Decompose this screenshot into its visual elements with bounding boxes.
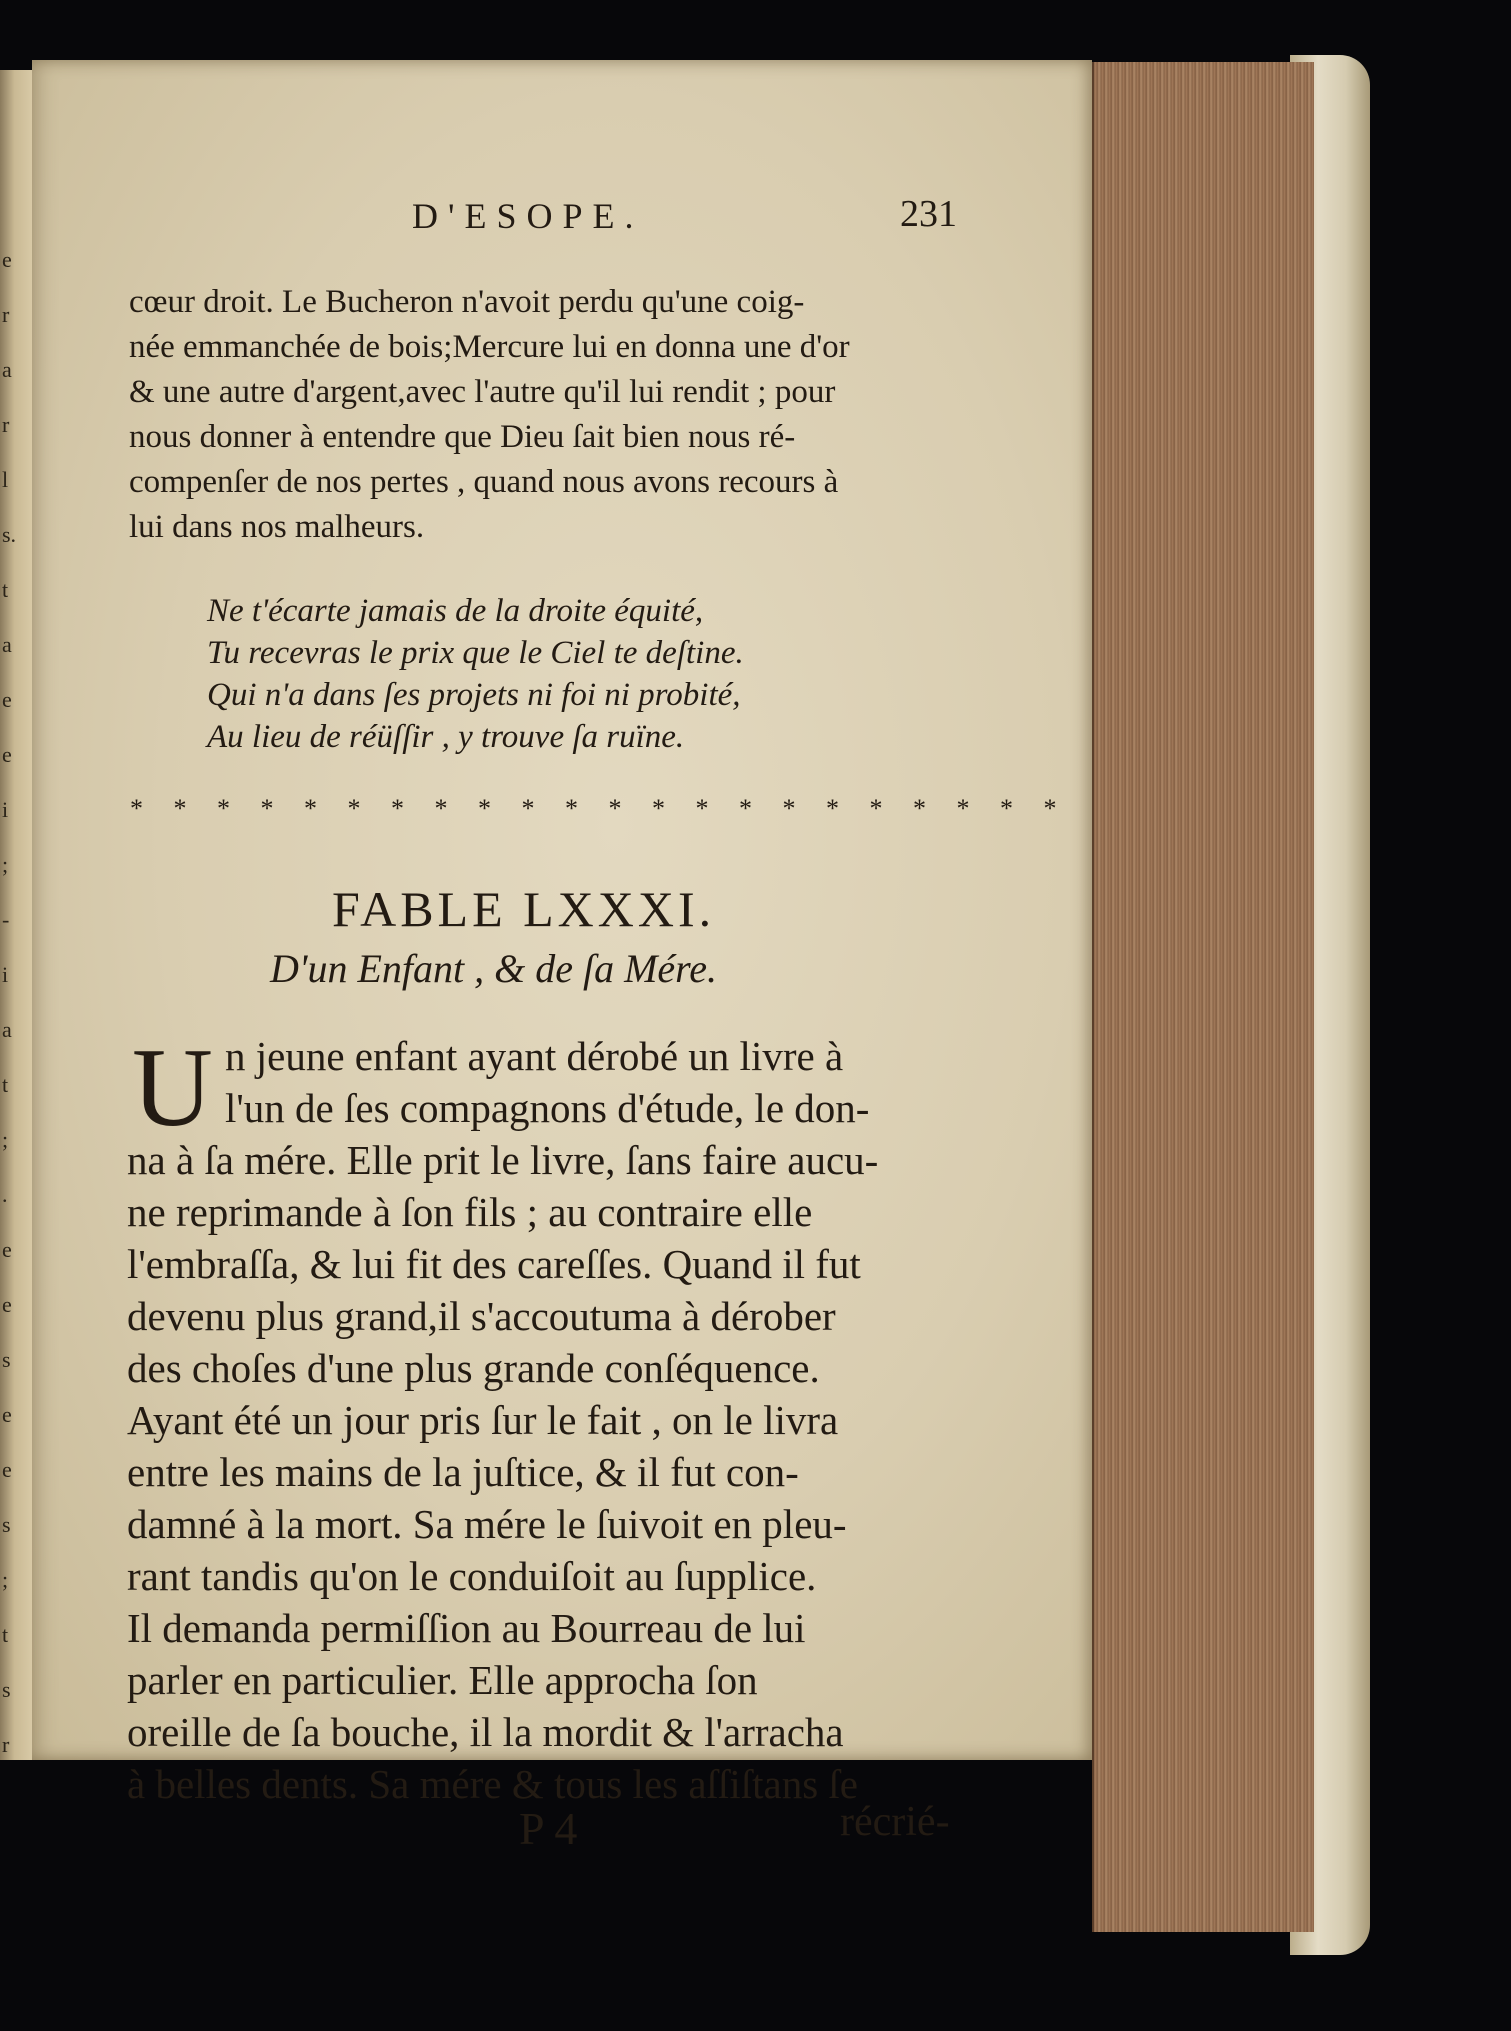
previous-page-mark: r [2,1732,10,1757]
text-line: Il demanda permiſſion au Bourreau de lui [127,1605,806,1651]
previous-page-mark: a [2,357,12,382]
previous-page-mark: e [2,1292,12,1317]
text-line: des choſes d'une plus grande conſéquence. [127,1345,820,1391]
text-line: née emmanchée de bois;Mercure lui en donna une d'or [129,329,850,365]
verse-line: Qui n'a dans ſes projets ni foi ni probité, [207,677,741,713]
previous-page-mark: s [2,1347,11,1372]
ornament-rule: * * * * * * * * * * * * * * * * * * * * * * [130,794,1069,823]
verse-line: Ne t'écarte jamais de la droite équité, [207,593,704,629]
text-line: lui dans nos malheurs. [129,509,425,545]
text-line: entre les mains de la juſtice, & il fut con- [127,1449,799,1495]
moral-verse [207,590,744,758]
catchword: récrié- [840,1799,950,1845]
previous-page-mark: l [2,467,9,492]
previous-page-mark: s [2,1512,11,1537]
text-line: l'un de ſes compagnons d'étude, le don- [225,1085,870,1131]
text-line: oreille de ſa bouche, il la mordit & l'arracha [127,1709,844,1755]
drop-cap: U [132,1026,213,1150]
page-number: 231 [900,193,957,235]
text-line: cœur droit. Le Bucheron n'avoit perdu qu'une coig- [129,284,805,320]
verse-line: Tu recevras le prix que le Ciel te deſtine. [207,635,744,671]
previous-page-mark: - [2,907,10,932]
previous-page-mark: r [2,302,10,327]
previous-page-mark: t [2,1072,9,1097]
fable-body [127,1026,879,1810]
previous-page-mark: i [2,797,9,822]
text-line: compenſer de nos pertes , quand nous avons recours à [129,464,839,500]
previous-page-mark: ; [2,1567,9,1592]
previous-page-mark: s. [2,522,17,547]
previous-page-mark: i [2,962,9,987]
previous-page-mark: e [2,1402,12,1427]
previous-page-mark: a [2,1017,12,1042]
text-line: parler en particulier. Elle approcha ſon [127,1657,758,1703]
page-block-edges [1092,62,1314,1932]
verse-line: Au lieu de réüſſir , y trouve ſa ruïne. [207,719,685,755]
previous-page-mark: e [2,687,12,712]
previous-page-mark: s [2,1677,11,1702]
previous-page-mark: ; [2,852,9,877]
text-line: nous donner à entendre que Dieu ſait bien nous ré- [129,419,796,455]
signature-mark: P 4 [519,1803,578,1854]
book-page [32,60,1092,1854]
text-line: Ayant été un jour pris ſur le fait , on le livra [127,1397,839,1443]
previous-page-mark: t [2,1622,9,1647]
running-title: D'ESOPE. [412,196,644,236]
fable-subtitle: D'un Enfant , & de ſa Mére. [270,946,717,991]
previous-page-mark: ; [2,1127,9,1152]
text-line: damné à la mort. Sa mére le ſuivoit en pleu- [127,1501,847,1547]
previous-page-mark: e [2,1457,12,1482]
text-line: rant tandis qu'on le conduiſoit au ſupplice. [127,1553,817,1599]
fable-title: FABLE LXXXI. [332,881,716,937]
text-line: & une autre d'argent,avec l'autre qu'il lui rendit ; pour [129,374,836,410]
previous-page-mark: e [2,1237,12,1262]
text-line: n jeune enfant ayant dérobé un livre à [225,1033,844,1079]
previous-page-mark: r [2,412,10,437]
text-line: na à ſa mére. Elle prit le livre, ſans faire aucu- [127,1137,879,1183]
text-line: l'embraſſa, & lui fit des careſſes. Quand il fut [127,1241,861,1287]
previous-page-mark: e [2,742,12,767]
previous-page-mark: e [2,247,12,272]
previous-page-mark: t [2,577,9,602]
previous-page-edge [0,70,33,1760]
text-line: à belles dents. Sa mére & tous les aſſiſtans ſe [127,1761,858,1807]
continued-paragraph [129,280,850,550]
previous-page-mark: . [2,1182,8,1207]
previous-page-mark: a [2,632,12,657]
text-line: devenu plus grand,il s'accoutuma à dérober [127,1293,836,1339]
text-line: ne reprimande à ſon fils ; au contraire elle [127,1189,813,1235]
